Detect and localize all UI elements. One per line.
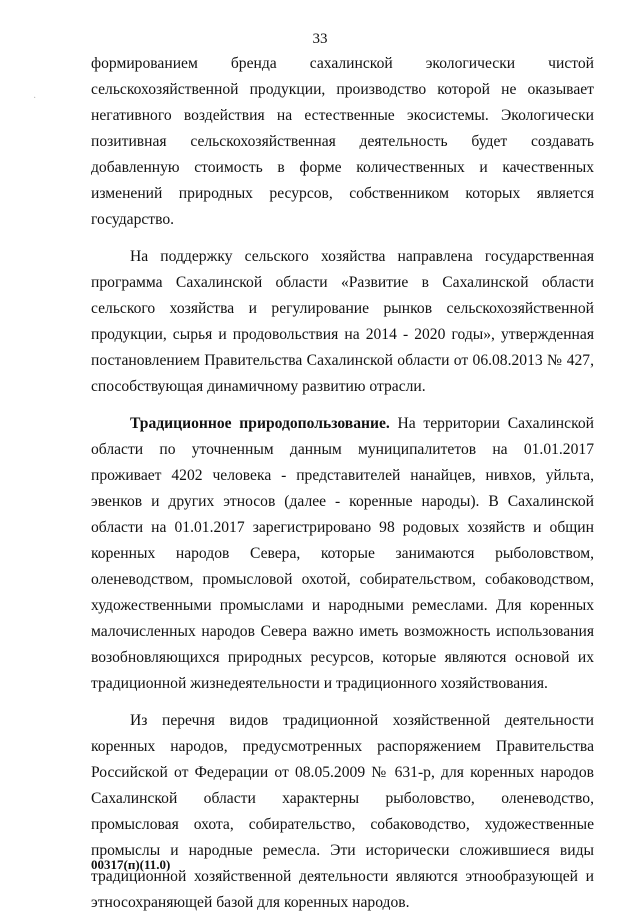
document-code: 00317(п)(11.0): [91, 857, 171, 872]
paragraph-3: [91, 411, 594, 697]
paragraph-2: На поддержку сельского хозяйства направлена государственная программа Сахалинской области «Развитие в Сахалинской области сельского хозяйства и регулирование рынков сельскохозяйственной продукции, сырья и продовольствия на 2014 - 2020 годы», утвержденная постановлением Правительства Сахалинской области от 06.08.2013 № 427, способствующая динамичному развитию отрасли.: [91, 248, 594, 395]
paragraph-4: Из перечня видов традиционной хозяйственной деятельности коренных народов, предусмотренных распоряжением Правительства Российской от Федерации от 08.05.2009 № 631-р, для коренных народов Сахалинской области характерны рыболовство, оленеводство, промысловая охота, собирательство, собаководство, художественные промыслы и народные ремесла. Эти исторически сложившиеся виды традиционной хозяйственной деятельности являются этнообразующей и этносохраняющей базой для коренных народов.: [91, 712, 594, 911]
margin-mark: ·: [33, 93, 37, 104]
paragraph-3-text: На территории Сахалинской области по уточненным данным муниципалитетов на 01.01.2017 проживает 4202 человека - представителей нанайцев, нивхов, уйльта, эвенков и других этносов (далее - коренные народы). В Сахалинской области на 01.01.2017 зарегистрировано 98 родовых хозяйств и общин коренных народов Севера, которые занимаются рыболовством, оленеводством, промысловой охотой, собирательством, собаководством, художественными промыслами и народными ремеслами. Для коренных малочисленных народов Севера важно иметь возможность использования возобновляющихся природных ресурсов, которые являются основой их традиционной жизнедеятельности и традиционного хозяйствования.: [91, 415, 594, 692]
paragraph-1: формированием бренда сахалинской экологически чистой сельскохозяйственной продукции, производство которой не оказывает негативного воздействия на естественные экосистемы. Экологически позитивная сельскохозяйственная деятельность будет создавать добавленную стоимость в форме количественных и качественных изменений природных ресурсов, собственником которых является государство.: [91, 55, 594, 228]
section-heading: Традиционное природопользование.: [130, 415, 390, 432]
body-text: [91, 51, 594, 916]
page-number: 33: [312, 31, 328, 47]
